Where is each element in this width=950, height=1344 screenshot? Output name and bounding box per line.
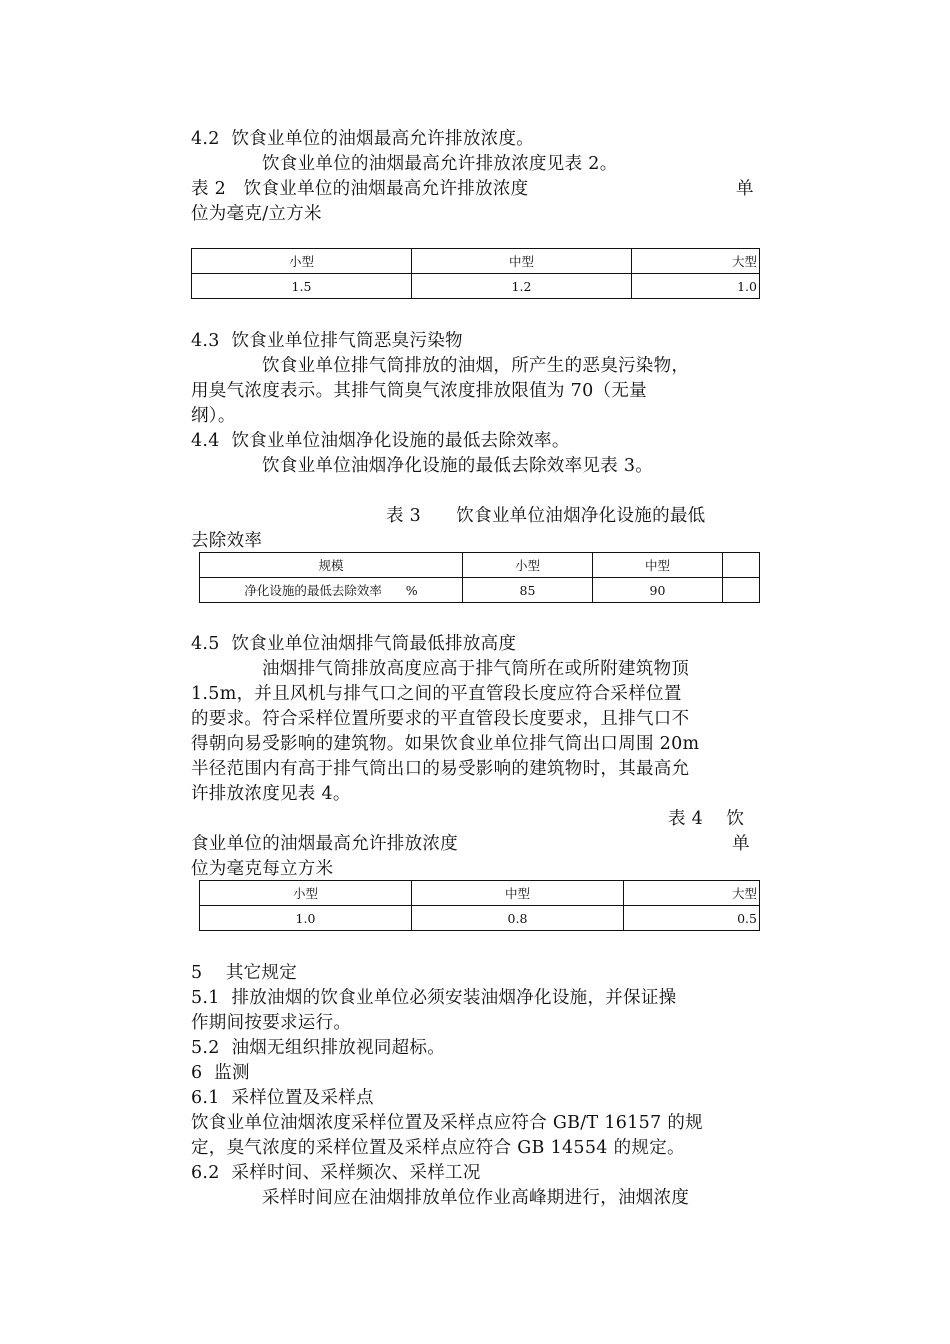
table-row [200, 578, 760, 603]
table-3-caption-cont: 去除效率 [191, 531, 263, 551]
section-4-4-heading: 4.4 饮食业单位油烟净化设施的最低去除效率。 [191, 431, 570, 451]
table-cell: 0.5 [624, 906, 760, 931]
table-row [192, 249, 760, 274]
section-4-5-line: 半径范围内有高于排气筒出口的易受影响的建筑物时，其最高允 [191, 759, 690, 779]
section-6-2-line: 采样时间应在油烟排放单位作业高峰期进行，油烟浓度 [262, 1188, 690, 1208]
section-4-5-line: 得朝向易受影响的建筑物。如果饮食业单位排气筒出口周围 20m [191, 734, 700, 754]
table-cell: 中型 [412, 249, 632, 274]
section-5-1-line: 作期间按要求运行。 [191, 1013, 352, 1033]
section-5-2-line: 5.2 油烟无组织排放视同超标。 [191, 1038, 446, 1058]
section-4-2-paragraph: 饮食业单位的油烟最高允许排放浓度见表 2。 [262, 154, 618, 174]
section-4-5-line: 1.5m，并且风机与排气口之间的平直管段长度应符合采样位置 [191, 684, 682, 704]
section-4-5-line: 许排放浓度见表 4。 [191, 784, 351, 804]
section-6-1-line: 定，臭气浓度的采样位置及采样点应符合 GB 14554 的规定。 [191, 1138, 685, 1158]
table-2-caption-unit: 单 [736, 179, 754, 199]
table-2-caption: 表 2 饮食业单位的油烟最高允许排放浓度 [191, 179, 529, 199]
table-4-caption-unit-cont: 位为毫克每立方米 [191, 859, 334, 879]
table-2-caption-cont: 位为毫克/立方米 [191, 204, 322, 224]
section-5-1-line: 5.1 排放油烟的饮食业单位必须安装油烟净化设施，并保证操 [191, 988, 677, 1008]
table-3 [199, 552, 760, 603]
table-cell: 小型 [200, 881, 412, 906]
table-4-caption-cont: 食业单位的油烟最高允许排放浓度 [191, 834, 458, 854]
table-cell [723, 553, 760, 578]
table-cell: 大型 [624, 881, 760, 906]
table-cell: 小型 [463, 553, 593, 578]
table-4-caption-unit: 单 [732, 834, 750, 854]
section-6-2-heading: 6.2 采样时间、采样频次、采样工况 [191, 1163, 481, 1183]
table-cell: 中型 [412, 881, 624, 906]
section-4-5-line: 油烟排气筒排放高度应高于排气筒所在或所附建筑物顶 [262, 659, 690, 679]
section-6-1-line: 饮食业单位油烟浓度采样位置及采样点应符合 GB/T 16157 的规 [191, 1113, 703, 1133]
section-4-5-line: 的要求。符合采样位置所要求的平直管段长度要求，且排气口不 [191, 709, 690, 729]
table-cell [723, 578, 760, 603]
table-cell: 1.5 [192, 274, 412, 299]
section-4-3-line: 纲）。 [191, 406, 236, 426]
table-cell: 85 [463, 578, 593, 603]
table-cell: 90 [593, 578, 723, 603]
section-4-3-line: 饮食业单位排气筒排放的油烟，所产生的恶臭污染物， [262, 356, 690, 376]
table-cell: 1.2 [412, 274, 632, 299]
section-4-3-heading: 4.3 饮食业单位排气筒恶臭污染物 [191, 331, 463, 351]
table-cell: 1.0 [632, 274, 760, 299]
table-cell: 中型 [593, 553, 723, 578]
table-cell: 大型 [632, 249, 760, 274]
table-3-caption: 表 3 饮食业单位油烟净化设施的最低 [386, 506, 706, 526]
section-6-heading: 6 监测 [191, 1063, 250, 1083]
table-4 [199, 880, 760, 931]
table-4-caption: 表 4 饮 [668, 809, 745, 829]
table-cell: 0.8 [412, 906, 624, 931]
section-4-2-heading: 4.2 饮食业单位的油烟最高允许排放浓度。 [191, 129, 535, 149]
table-row [200, 906, 760, 931]
section-4-5-heading: 4.5 饮食业单位油烟排气筒最低排放高度 [191, 634, 517, 654]
table-row [200, 553, 760, 578]
section-4-4-paragraph: 饮食业单位油烟净化设施的最低去除效率见表 3。 [262, 456, 654, 476]
table-cell: 规模 [200, 553, 463, 578]
section-6-1-heading: 6.1 采样位置及采样点 [191, 1088, 374, 1108]
table-cell: 1.0 [200, 906, 412, 931]
section-4-3-line: 用臭气浓度表示。其排气筒臭气浓度排放限值为 70（无量 [191, 381, 647, 401]
table-row [200, 881, 760, 906]
section-5-heading: 5 其它规定 [191, 963, 298, 983]
table-2 [191, 248, 760, 299]
table-cell: 净化设施的最低去除效率 % [200, 578, 463, 603]
table-cell: 小型 [192, 249, 412, 274]
table-row [192, 274, 760, 299]
